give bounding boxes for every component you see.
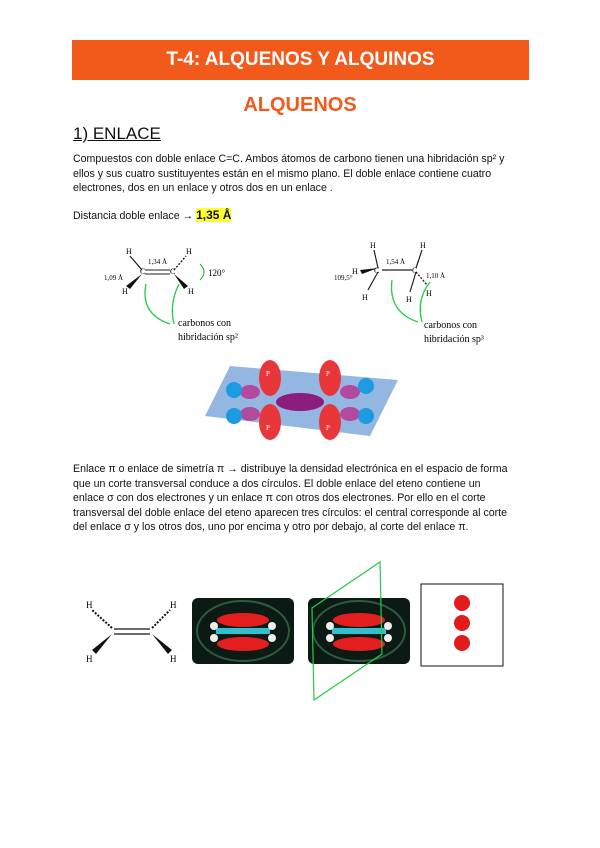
atom-h: H [188,287,194,296]
atom-c: C [412,266,418,275]
pi-lobe [333,613,385,627]
intro-paragraph [73,152,533,196]
atom-c: C [140,267,146,276]
pi-line-1: Enlace π o enlace de simetría π → distribuye la densidad electrónica en el espacio de forma [73,463,508,475]
sp2-lobe [340,407,360,421]
h-atom [268,634,276,642]
hash-bond [92,610,112,628]
arrow-green [145,284,170,324]
p-lobe [319,360,341,396]
h-atom [268,622,276,630]
bond-length-label: 1,34 Å [148,258,168,266]
page-header-banner [72,40,529,80]
sigma-bond [276,393,324,411]
atom-h: H [170,654,177,664]
ch-length-label: 1,09 Å [104,274,124,282]
distance-label: Distancia doble enlace → [73,210,197,222]
pi-circle-bottom [454,635,470,651]
intro-line-2: ellos y sus cuatro sustituyentes están en el mismo plano. El doble enlace contiene cuatro [73,167,492,180]
atom-h: H [420,241,426,250]
atom-h: H [362,293,368,302]
hash-bond [174,256,186,270]
atom-h: H [186,247,192,256]
p-label: P [266,424,270,432]
h-orbital [358,378,374,394]
h-atom [384,634,392,642]
pi-line-3: enlace σ con dos electrones y un enlace π con otros dos electrones. Por ello en el corte [73,492,486,505]
h-atom [210,622,218,630]
sigma-circle [454,615,470,631]
h-atom [210,634,218,642]
atom-c: C [374,266,380,275]
ethene-pi-render [192,598,294,664]
pi-orbital-diagram [200,358,400,446]
subsection-title: 1) ENLACE [73,124,161,143]
angle-label: 109,5° [334,274,353,282]
distance-value: 1,35 Å [196,208,232,222]
sp2-lobe [240,385,260,399]
pi-circle-top [454,595,470,611]
bond-length-label: 1,54 Å [386,258,406,266]
atom-h: H [406,295,412,304]
pi-bond-paragraph [73,462,533,535]
atom-c: C [170,267,176,276]
caption-line-1: carbonos con [424,320,478,331]
wedge-bond [152,634,172,654]
intro-line-1: Compuestos con doble enlace C=C. Ambos átomos de carbono tienen una hibridación sp² y [73,153,505,165]
pi-line-2: que un corte transversal conduce a dos círculos. El doble enlace del eteno contiene un [73,477,481,490]
pi-lobe [217,613,269,627]
cc-bond-render [332,628,386,634]
ethane-sp3-structure [330,238,505,354]
atom-h: H [122,287,128,296]
p-lobe [319,404,341,440]
cross-section-diagram [420,583,504,667]
cc-bond-render [216,628,270,634]
h-atom [384,622,392,630]
p-label: P [326,370,330,378]
pi-lobe [333,637,385,651]
atom-h: H [426,289,432,298]
pi-lobe [217,637,269,651]
sp2-lobe [340,385,360,399]
pi-line-5: del enlace σ y los otros dos, uno por encima y otro por debajo, al corte del enlace π. [73,521,469,534]
atom-h: H [86,600,93,610]
angle-label: 120° [208,268,226,278]
h-orbital [358,408,374,424]
atom-h: H [370,241,376,250]
ch-length-label: 1,10 Å [426,272,446,280]
p-label: P [326,424,330,432]
ethene-sp2-structure [100,242,270,352]
caption-line-1: carbonos con [178,318,232,329]
h-orbital [226,408,242,424]
atom-h: H [86,654,93,664]
angle-arc [200,264,204,280]
arrow-green [392,280,418,322]
intro-line-3: electrones, dos en un enlace y otros dos en un enlace . [73,182,333,195]
wedge-bond [174,274,188,289]
p-lobe [259,360,281,396]
distance-line [73,208,533,224]
page-header-title: T-4: ALQUENOS Y ALQUINOS [166,49,435,70]
ch-bond [410,272,416,292]
atom-h: H [170,600,177,610]
wedge-bond [92,634,112,654]
h-atom [326,634,334,642]
p-label: P [266,370,270,378]
atom-h: H [126,247,132,256]
h-atom [326,622,334,630]
atom-h: H [352,267,358,276]
sp2-lobe [240,407,260,421]
ethene-wedge-structure [78,596,188,666]
pi-line-4: transversal del doble enlace del eteno aparecen tres círculos: el central corresponde al corte [73,506,508,519]
caption-line-2: hibridación sp³ [424,334,484,345]
arrow-green [420,282,430,322]
section-title: ALQUENOS [243,94,357,116]
h-orbital [226,382,242,398]
hash-bond [152,610,170,628]
p-lobe [259,404,281,440]
caption-line-2: hibridación sp² [178,332,238,343]
ethene-cut-plane-render [306,560,414,704]
wedge-bond [126,274,142,289]
